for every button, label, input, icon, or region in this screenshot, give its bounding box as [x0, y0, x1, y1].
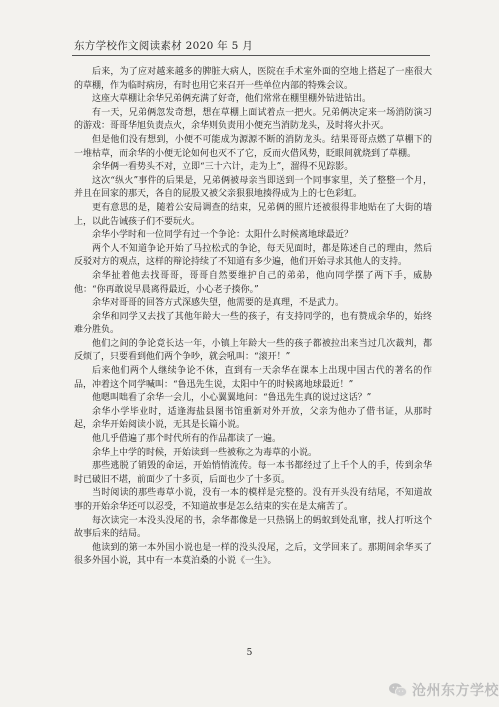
paragraph: 他读到的第一本外国小说也是一样的没头没尾，之后，文学回来了。那期间余华买了很多外国小说，其中有一本莫泊桑的小说《一生》。: [74, 542, 432, 567]
paragraph: 他几乎借遍了那个时代所有的作品都读了一遍。: [92, 434, 282, 445]
paragraph: 每次读完一本没头没尾的书，余华都像是一只热锅上的蚂蚁到处乱窜，找人打听这个故事后来的结局。: [74, 515, 432, 540]
paragraph: 那些逃脱了销毁的命运，开始悄悄流传。每一本书都经过了上千个人的手，传到余华时已破旧不堪，前面少了十多页，后面也少了十多页。: [74, 461, 432, 485]
watermark: [388, 680, 499, 700]
paragraph: 余华扯着他去找哥哥，哥哥自然要维护自己的弟弟，他向同学摆了两下手，威胁他：“你再敢说早晨离得最近，小心老子揍你。”: [74, 270, 432, 295]
paragraph: 余华小学时和一位同学有过一个争论：太阳什么时候离地球最近？: [92, 230, 354, 241]
paragraph: 余华俩一看势头不对，立即“三十六计，走为上”，溜得不见踪影。: [92, 162, 354, 173]
paragraph: 余华上中学的时候，开始读到一些被称之为毒草的小说。: [92, 447, 318, 458]
page-header: 东方学校作文阅读素材 2020 年 5 月: [74, 40, 254, 52]
header-divider: [72, 55, 430, 56]
paragraph: 这次“纵火”事件的后果是，兄弟俩被母亲当即送到一个同事家里，关了整整一个月，并且在回家的那天，各自的屁股又被父亲狠狠地揍得成为上的七色彩虹。: [74, 175, 432, 200]
paragraph: 他们之间的争论竟长达一年，小镇上年龄大一些的孩子都被拉出来当过几次裁判，都反烦了，只要看到他们两个争吵，就会吼叫：“滚开！”: [74, 338, 432, 363]
paragraph: 更有意思的是，随着公安局调查的结束，兄弟俩的照片还被很得非地贴在了大街的墙上，以此告诫孩子们不要玩火。: [74, 202, 432, 227]
paragraph: 余华对哥哥的回答方式深感失望，他需要的是真理，不是武力。: [92, 298, 345, 309]
paragraph: 当时阅读的那些毒草小说，没有一本的模样是完整的。没有开头没有结尾，不知道故事的开始余华还可以忍受，不知道故事是怎么结束的实在是太痛苦了。: [74, 488, 432, 512]
paragraph: 后来他们两个人继续争论不休，直到有一天余华在课本上出现中国古代的著名的作品，冲着这个同学喊叫：“鲁迅先生说，太阳中午的时候离地球最近！”: [74, 366, 432, 390]
wechat-icon: [388, 682, 408, 698]
article-body: [74, 66, 432, 569]
paragraph: 但是他们没有想到，小便不可能成为源源不断的消防龙头。结果哥哥点燃了草棚下的一堆枯草，而余华的小便无论如何也灭不了它，反而火借风势，眨眼间就烧到了草棚。: [74, 134, 432, 159]
paragraph: 余华小学毕业时，适逢海盐县图书馆重新对外开放，父亲为他办了借书证，从那时起，余华开始阅读小说，无其是长篇小说。: [74, 406, 432, 431]
paragraph: 这座大草棚让余华兄弟俩充满了好奇，他们常常在棚里棚外钻进钻出。: [92, 94, 372, 105]
watermark-text: 沧州东方学校: [412, 683, 499, 699]
paragraph: 他嗯叫咄看了余华一会儿，小心翼翼地问：“鲁迅先生真的说过这话？”: [92, 393, 372, 404]
paragraph: 余华和同学又去找了其他年龄大一些的孩子，有支持同学的，也有赞成余华的，始终难分胜负。: [74, 311, 432, 336]
paragraph: 后来，为了应对越来越多的脾脏大病人，医院在手术室外面的空地上搭起了一座很大的草棚，作为临时病房，有时也用它来召开一些单位内部的特殊会议。: [74, 67, 432, 91]
page-number: 5: [246, 648, 253, 658]
paragraph: 有一天，兄弟俩忽发奇想，想在草棚上面试着点一把火。兄弟俩决定来一场消防演习的游戏：哥哥华旭负责点火，余华则负责用小便充当消防龙头，及时将火扑灭。: [74, 107, 432, 132]
paragraph: 两个人不知道争论开始了马拉松式的争论，每天见面时，都是陈述自己的理由，然后反驳对方的观点，这样的辩论持续了不知道有多少遍，他们开始寻求其他人的支持。: [74, 243, 432, 268]
